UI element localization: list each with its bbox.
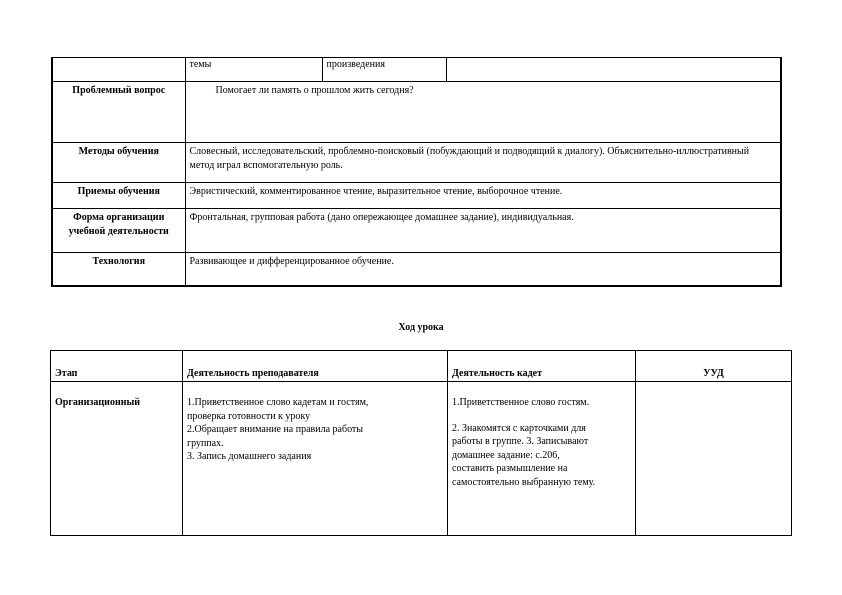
teacher-activity-line: группах. (187, 437, 224, 449)
teacher-activity-line: 2.Обращает внимание на правила работы (187, 424, 364, 435)
stage-cell: Организационный (51, 382, 183, 536)
cadets-activity-spacer (452, 410, 631, 422)
teacher-activity-line: 1.Приветственное слово кадетам и гостям, (187, 397, 369, 408)
label-problem-question: Проблемный вопрос (52, 82, 185, 143)
value-teaching-techniques: Эвристический, комментированное чтение, выразительное чтение, выборочное чтение. (185, 183, 781, 209)
cadets-activity-line: составить размышление на (452, 463, 568, 474)
value-teaching-methods: Словесный, исследовательский, проблемно-поисковый (побуждающий и подводящий к диалогу). Объяснительно-иллюстративный метод играл вспомогательную роль. (185, 143, 781, 183)
cadets-activity-line: 1.Приветственное слово гостям. (452, 397, 590, 408)
teacher-activity-line: проверка готовности к уроку (187, 410, 311, 422)
teacher-activity-line: 3. Запись домашнего задания (187, 451, 312, 462)
teacher-activity-cell (183, 382, 448, 536)
cadets-activity-line: 2. Знакомятся с карточками для (452, 422, 586, 434)
cadets-activity-line: самостоятельно выбранную тему. (452, 476, 596, 488)
header-cadets-activity: Деятельность кадет (448, 351, 636, 382)
label-technology: Технология (52, 253, 185, 286)
label-teaching-techniques: Приемы обучения (52, 183, 185, 209)
lesson-progress-table (50, 350, 792, 536)
info-top-empty-cell (52, 58, 185, 82)
lesson-heading: Ход урока (398, 322, 444, 333)
lesson-info-table (51, 57, 782, 287)
header-teacher-activity: Деятельность преподавателя (183, 351, 448, 382)
label-activity-form: Форма организации учебной деятельности (52, 209, 185, 253)
cadets-activity-line: домашнее задание: с.206, (452, 449, 560, 461)
cadets-activity-cell (448, 382, 636, 536)
label-teaching-methods: Методы обучения (52, 143, 185, 183)
info-top-cell-topic: темы (185, 58, 322, 82)
value-activity-form: Фронтальная, групповая работа (дано опережающее домашнее задание), индивидуальная. (185, 209, 781, 253)
header-uud: УУД (636, 351, 792, 382)
uud-cell (636, 382, 792, 536)
info-top-cell-work: произведения (322, 58, 446, 82)
value-technology: Развивающее и дифференцированное обучение. (185, 253, 781, 286)
header-stage: Этап (51, 351, 183, 382)
value-problem-question: Помогает ли память о прошлом жить сегодня? (185, 82, 781, 143)
info-top-cell-blank (446, 58, 781, 82)
cadets-activity-line: работы в группе. 3. Записывают (452, 436, 589, 447)
